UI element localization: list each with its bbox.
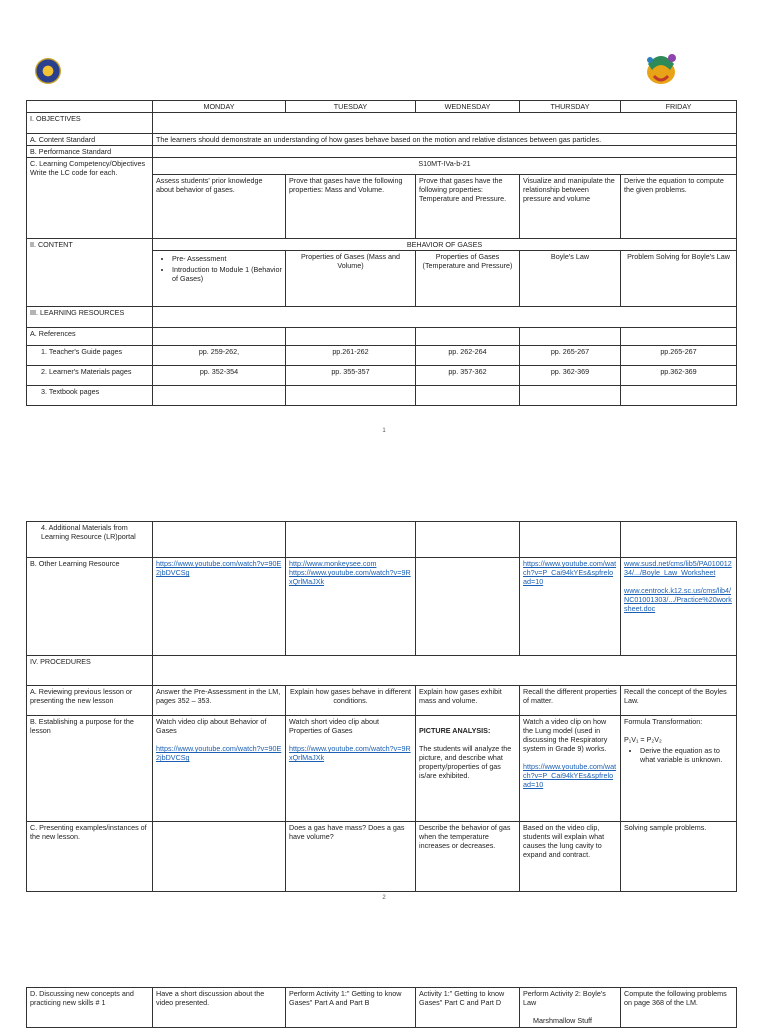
boyle-worksheet-link[interactable]: www.susd.net/cms/lib5/PA01001234/.../Boyle_Law_Worksheet (624, 559, 732, 577)
deped-seal-icon (35, 58, 61, 84)
competency-thursday: Visualize and manipulate the relationship between pressure and volume (520, 175, 621, 239)
additional-cell (520, 522, 621, 558)
lm-monday: pp. 352-354 (153, 366, 286, 386)
tg-tuesday: pp.261-262 (286, 346, 416, 366)
presenting-label: C. Presenting examples/instances of the new lesson. (27, 822, 153, 892)
procedures-cell (153, 656, 737, 686)
lesson-plan-table-page2 (26, 521, 737, 892)
tuesday-video-link[interactable]: https://www.youtube.com/watch?v=9RxQrlMaJXk (289, 568, 411, 586)
textbook-cell (621, 386, 737, 406)
competency-tuesday: Prove that gases have the following properties: Mass and Volume. (286, 175, 416, 239)
presenting-friday: Solving sample problems. (621, 822, 737, 892)
discussing-label: D. Discussing new concepts and practicing new skills # 1 (27, 988, 153, 1028)
day-header-thursday: THURSDAY (520, 101, 621, 113)
textbook-label: 3. Textbook pages (27, 386, 153, 406)
header-blank-cell (27, 101, 153, 113)
references-label: A. References (27, 328, 153, 346)
review-label: A. Reviewing previous lesson or presenting the new lesson (27, 686, 153, 716)
additional-cell (153, 522, 286, 558)
textbook-cell (520, 386, 621, 406)
review-wednesday: Explain how gases exhibit mass and volume. (416, 686, 520, 716)
lesson-plan-table-page1 (26, 100, 737, 406)
presenting-wednesday: Describe the behavior of gas when the temperature increases or decreases. (416, 822, 520, 892)
monkeysee-link[interactable]: http://www.monkeysee.com (289, 559, 377, 568)
lm-thursday: pp. 362-369 (520, 366, 621, 386)
objectives-label: I. OBJECTIVES (27, 113, 153, 134)
lesson-plan-table-page3 (26, 987, 737, 1028)
thursday-video-link[interactable]: https://www.youtube.com/watch?v=P_Cai94kYEs&spfreload=10 (523, 559, 617, 586)
picture-analysis-title: PICTURE ANALYSIS: (419, 726, 491, 735)
discussing-wednesday: Activity 1:" Getting to know Gases" Part C and Part D (416, 988, 520, 1028)
purpose-monday-text: Watch video clip about Behavior of Gases (156, 717, 267, 735)
content-tuesday: Properties of Gases (Mass and Volume) (286, 251, 416, 307)
review-monday: Answer the Pre-Assessment in the LM, pages 352 – 353. (153, 686, 286, 716)
references-cell (286, 328, 416, 346)
marshmallow-text: Marshmallow Stuff (533, 1016, 592, 1025)
discussing-friday: Compute the following problems on page 368 of the LM. (621, 988, 737, 1028)
resources-label: III. LEARNING RESOURCES (27, 307, 153, 328)
lm-friday: pp.362-369 (621, 366, 737, 386)
objectives-cell (153, 113, 737, 134)
performance-standard-cell (153, 146, 737, 158)
textbook-cell (286, 386, 416, 406)
resources-cell (153, 307, 737, 328)
presenting-monday (153, 822, 286, 892)
references-cell (416, 328, 520, 346)
procedures-label: IV. PROCEDURES (27, 656, 153, 686)
review-tuesday: Explain how gases behave in different conditions. (286, 686, 416, 716)
colorful-emblem-icon (640, 50, 682, 88)
discussing-monday: Have a short discussion about the video presented. (153, 988, 286, 1028)
tg-thursday: pp. 265-267 (520, 346, 621, 366)
purpose-wednesday-text: The students will analyze the picture, and describe what property/properties of gas is/are exhibited. (419, 744, 512, 780)
additional-cell (621, 522, 737, 558)
content-standard-label: A. Content Standard (27, 134, 153, 146)
discussing-thursday: Perform Activity 2: Boyle's Law (523, 989, 606, 1007)
derive-bullet: • Derive the equation as to what variable is unknown. (640, 746, 733, 764)
textbook-cell (153, 386, 286, 406)
review-thursday: Recall the different properties of matter. (520, 686, 621, 716)
content-monday-bullet: • Pre- Assessment (172, 254, 282, 263)
references-cell (520, 328, 621, 346)
presenting-thursday: Based on the video clip, students will explain what causes the lung cavity to expand and contract. (520, 822, 621, 892)
other-resource-label: B. Other Learning Resource (27, 558, 153, 656)
formula-title: Formula Transformation: (624, 717, 703, 726)
content-monday-bullet: • Introduction to Module 1 (Behavior of Gases) (172, 265, 282, 283)
content-monday (153, 251, 286, 307)
day-header-monday: MONDAY (153, 101, 286, 113)
presenting-tuesday: Does a gas have mass? Does a gas have volume? (286, 822, 416, 892)
tg-wednesday: pp. 262-264 (416, 346, 520, 366)
day-header-wednesday: WEDNESDAY (416, 101, 520, 113)
purpose-thursday-link[interactable]: https://www.youtube.com/watch?v=P_Cai94kYEs&spfreload=10 (523, 762, 617, 789)
discussing-tuesday: Perform Activity 1:" Getting to know Gases" Part A and Part B (286, 988, 416, 1028)
teachers-guide-label: 1. Teacher's Guide pages (27, 346, 153, 366)
competency-label: C. Learning Competency/Objectives Write the LC code for each. (27, 158, 153, 239)
competency-friday: Derive the equation to compute the given problems. (621, 175, 737, 239)
competency-monday: Assess students' prior knowledge about behavior of gases. (153, 175, 286, 239)
content-friday: Problem Solving for Boyle's Law (621, 251, 737, 307)
monday-video-link[interactable]: https://www.youtube.com/watch?v=90E2jbDVCSg (156, 559, 282, 577)
tg-friday: pp.265-267 (621, 346, 737, 366)
day-header-tuesday: TUESDAY (286, 101, 416, 113)
practice-worksheet-link[interactable]: www.centrock.k12.sc.us/cms/lib4/NC01001303/.../Practice%20worksheet.doc (624, 586, 732, 613)
day-header-friday: FRIDAY (621, 101, 737, 113)
competency-wednesday: Prove that gases have the following properties: Temperature and Pressure. (416, 175, 520, 239)
lm-wednesday: pp. 357-362 (416, 366, 520, 386)
textbook-cell (416, 386, 520, 406)
tg-monday: pp. 259-262, (153, 346, 286, 366)
other-wednesday (416, 558, 520, 656)
additional-cell (286, 522, 416, 558)
content-topic: BEHAVIOR OF GASES (153, 239, 737, 251)
boyle-formula: P₁V₁ = P₂V₂ (624, 735, 662, 744)
purpose-tuesday-link[interactable]: https://www.youtube.com/watch?v=9RxQrlMaJXk (289, 744, 411, 762)
purpose-tuesday-text: Watch short video clip about Properties of Gases (289, 717, 380, 735)
page-number: 2 (382, 895, 386, 901)
lm-tuesday: pp. 355-357 (286, 366, 416, 386)
content-standard-text: The learners should demonstrate an understanding of how gases behave based on the motion and relative distances between gas particles. (153, 134, 737, 146)
performance-standard-label: B. Performance Standard (27, 146, 153, 158)
purpose-monday-link[interactable]: https://www.youtube.com/watch?v=90E2jbDVCSg (156, 744, 282, 762)
additional-materials-label: 4. Additional Materials from Learning Resource (LR)portal (27, 522, 153, 558)
purpose-thursday-text: Watch a video clip on how the Lung model (used in discussing the Respiratory system in Grade 9) works. (523, 717, 608, 753)
additional-cell (416, 522, 520, 558)
review-friday: Recall the concept of the Boyles Law. (621, 686, 737, 716)
purpose-label: B. Establishing a purpose for the lesson (27, 716, 153, 822)
page-number: 1 (382, 428, 386, 434)
competency-code: S10MT-IVa-b-21 (153, 158, 737, 175)
content-label: II. CONTENT (27, 239, 153, 307)
content-wednesday: Properties of Gases (Temperature and Pressure) (416, 251, 520, 307)
learners-materials-label: 2. Learner's Materials pages (27, 366, 153, 386)
content-thursday: Boyle's Law (520, 251, 621, 307)
references-cell (621, 328, 737, 346)
references-cell (153, 328, 286, 346)
